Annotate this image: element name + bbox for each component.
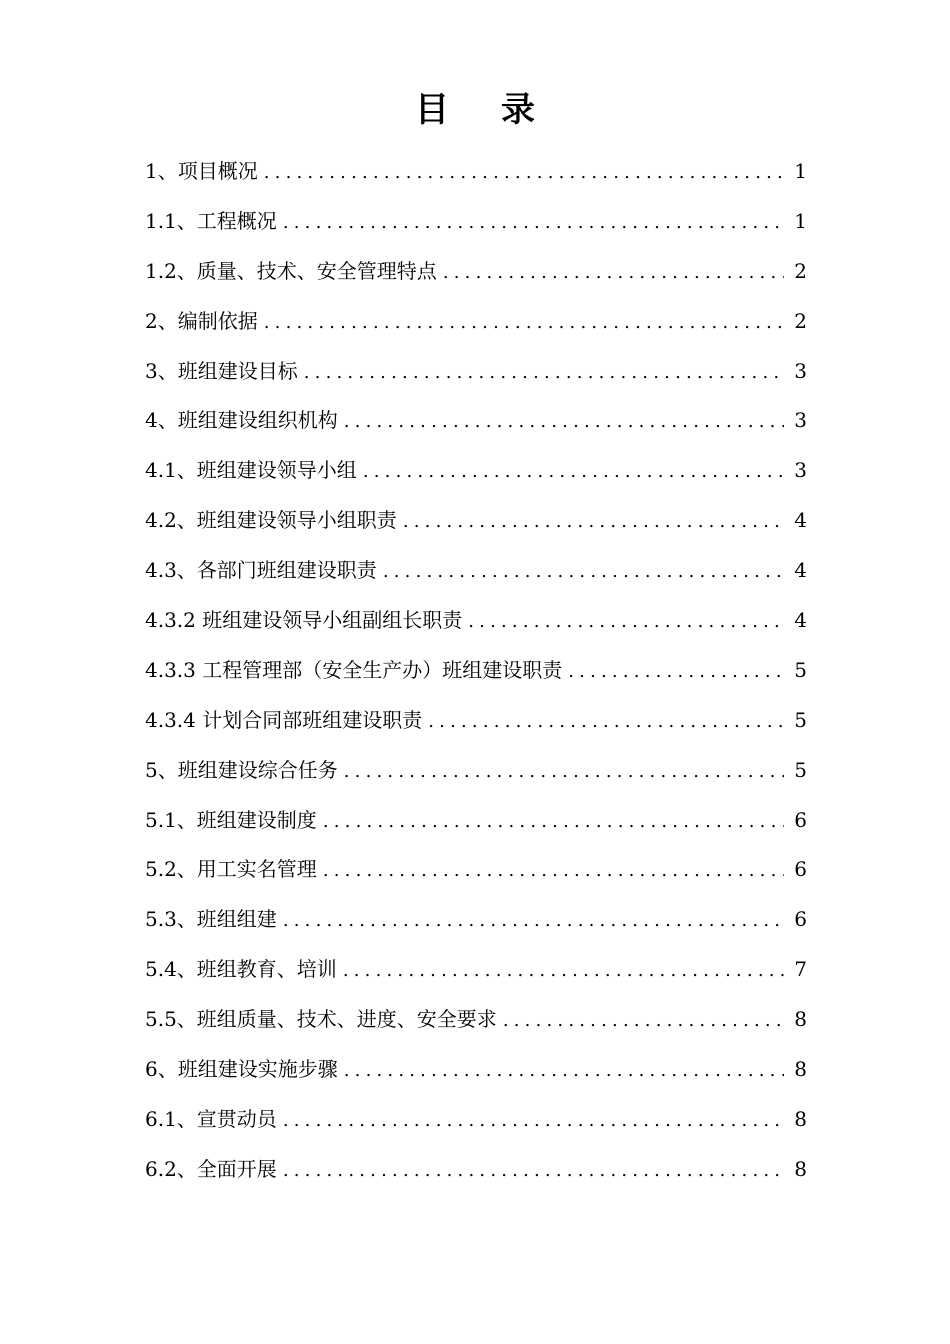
toc-entry-page-number: 5 [794,657,807,682]
toc-dot-leader [283,1148,784,1194]
toc-entry-text: 6.2、全面开展 [145,1156,277,1181]
toc-entry[interactable] [145,298,807,348]
toc-entry[interactable] [145,198,807,248]
toc-entry[interactable] [145,946,807,996]
toc-entry[interactable] [145,896,807,946]
toc-entry-page-number: 3 [794,458,807,483]
toc-dot-leader [468,599,784,645]
toc-entry-text: 4.3、各部门班组建设职责 [145,558,377,583]
toc-entry-page-number: 8 [794,1106,807,1131]
toc-entry-page-number: 1 [794,159,807,183]
toc-entry[interactable] [145,697,807,747]
toc-dot-leader [568,649,784,695]
toc-dot-leader [264,150,785,196]
toc-dot-leader [264,300,785,346]
toc-entry-text: 4.3.3 工程管理部（安全生产办）班组建设职责 [145,657,563,682]
toc-entry-page-number: 6 [794,857,807,882]
toc-dot-leader [343,948,784,994]
toc-entry-page-number: 1 [794,208,807,233]
toc-entry-page-number: 6 [794,907,807,932]
toc-entry-page-number: 5 [794,707,807,732]
toc-dot-leader [283,200,784,246]
toc-entry-page-number: 3 [794,408,807,433]
toc-entry[interactable] [145,1046,807,1096]
toc-entry-text: 1.1、工程概况 [145,208,277,233]
toc-dot-leader [323,799,784,845]
toc-entry[interactable] [145,597,807,647]
toc-entry-text: 6.1、宣贯动员 [145,1106,277,1131]
toc-entry-page-number: 7 [794,957,807,982]
toc-entry-text: 5.4、班组教育、培训 [145,957,337,982]
toc-entry-page-number: 2 [794,258,807,283]
toc-dot-leader [503,998,784,1044]
toc-entry-page-number: 4 [794,608,807,633]
toc-dot-leader [283,1098,784,1144]
toc-entry-text: 4.2、班组建设领导小组职责 [145,508,397,533]
toc-entry[interactable] [145,996,807,1046]
toc-entry-text: 1、项目概况 [145,159,258,183]
toc-entry[interactable] [145,348,807,398]
toc-entry-text: 3、班组建设目标 [145,358,298,383]
toc-dot-leader [283,898,784,944]
toc-dot-leader [428,699,784,745]
toc-entry[interactable] [145,447,807,497]
toc-entry-text: 2、编制依据 [145,308,258,333]
toc-dot-leader [323,848,784,894]
toc-entry[interactable] [145,397,807,447]
toc-entry-text: 4.3.4 计划合同部班组建设职责 [145,707,423,732]
toc-entry-text: 4.3.2 班组建设领导小组副组长职责 [145,608,463,633]
toc-entry[interactable] [145,1146,807,1196]
toc-entry[interactable] [145,1096,807,1146]
toc-entry-text: 1.2、质量、技术、安全管理特点 [145,258,437,283]
toc-entry-text: 5、班组建设综合任务 [145,757,338,782]
toc-dot-leader [344,1048,785,1094]
toc-entry-page-number: 4 [794,508,807,533]
toc-dot-leader [304,350,785,396]
toc-entry-page-number: 8 [794,1007,807,1032]
toc-entry[interactable] [145,148,807,198]
toc-entry-text: 5.5、班组质量、技术、进度、安全要求 [145,1007,497,1032]
toc-dot-leader [363,449,784,495]
toc-entry-text: 4.1、班组建设领导小组 [145,458,357,483]
toc-entry-page-number: 2 [794,308,807,333]
toc-dot-leader [383,549,784,595]
toc-dot-leader [443,250,784,296]
toc-entry-page-number: 6 [794,807,807,832]
toc-entry-text: 5.2、用工实名管理 [145,857,317,882]
toc-entry-text: 5.1、班组建设制度 [145,807,317,832]
toc-entry-page-number: 8 [794,1156,807,1181]
toc-entry[interactable] [145,547,807,597]
toc-entry-text: 4、班组建设组织机构 [145,408,338,433]
toc-title: 目录 [415,90,587,130]
toc-entry[interactable] [145,647,807,697]
toc-entry[interactable] [145,497,807,547]
toc-entry[interactable] [145,797,807,847]
toc-dot-leader [403,499,784,545]
toc-entry-page-number: 5 [794,757,807,782]
toc-entry-page-number: 8 [794,1057,807,1082]
toc-dot-leader [344,399,785,445]
toc-entry[interactable] [145,747,807,797]
toc-entry-page-number: 4 [794,558,807,583]
toc-list [145,148,807,1196]
toc-entry-text: 6、班组建设实施步骤 [145,1057,338,1082]
toc-dot-leader [344,749,785,795]
toc-entry-page-number: 3 [794,358,807,383]
toc-entry[interactable] [145,846,807,896]
toc-entry[interactable] [145,248,807,298]
toc-entry-text: 5.3、班组组建 [145,907,277,932]
